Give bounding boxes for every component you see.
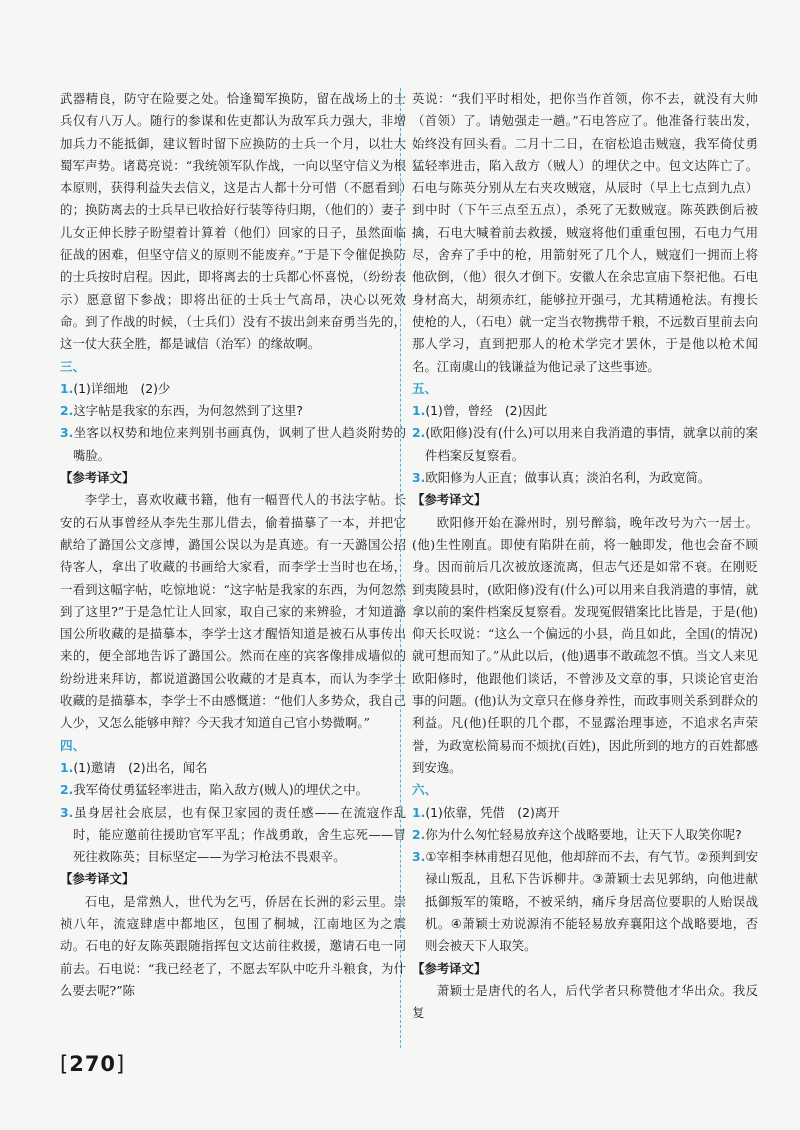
answer-number: 1.: [60, 759, 74, 775]
bracket-right: ]: [116, 1052, 126, 1076]
reference-translation-heading: 【参考译文】: [60, 871, 135, 887]
reference-translation-heading: 【参考译文】: [60, 470, 135, 486]
answer-3-2: [60, 400, 406, 422]
passage-continuation: 武器精良，防守在险要之处。恰逢蜀军换防，留在战场上的士兵仅有八万人。随行的参谋和佐吏都认为敌军兵力强大，非增加兵力不能抵御，建议暂时留下应换防的士兵一个月，以壮大蜀军声势。诸葛亮说：“我统领军队作战，一向以坚守信义为根本原则，获得利益失去信义，这是古人都十分可惜（不愿看到）的；换防离去的士兵早已收拾好行装等待归期，（他们的）妻子儿女正伸长脖子盼望着计算着（他们）回家的日子，虽然面临征战的困难，但坚守信义的原则不能废弃。”于是下令催促换防的士兵按时启程。因此，即将离去的士兵都心怀喜悦，（纷纷表示）愿意留下参战；即将出征的士兵士气高昂，决心以死效命。到了作战的时候，（士兵们）没有不拔出剑来奋勇当先的，这一仗大获全胜，都是诚信（治军）的缘故啊。: [60, 91, 406, 352]
section-4-heading: 四、: [60, 737, 86, 753]
answer-number: 2.: [412, 826, 426, 842]
section-5-heading: 五、: [412, 380, 438, 396]
answer-text: (欧阳修)没有(什么)可以用来自我消遣的事情，就拿以前的案件档案反复察看。: [425, 425, 758, 463]
translation-continuation: 英说：“我们平时相处，把你当作首领，你不去，就没有大帅（首领）了。请勉强走一趟。”石电答应了。他准备行装出发，始终没有回头看。二月十二日，在宿松追击贼寇，我军倚仗勇猛轻率进击，陷入敌方（贼人）的埋伏之中。包文达阵亡了。石电与陈英分别从左右夹攻贼寇，从辰时（早上七点到九点）到中时（下午三点至五点），杀死了无数贼寇。陈英跌倒后被擒，石电大喊着前去救援，贼寇将他们重重包围，石电力气用尽，舍弃了手中的枪，用箭射死了几个人，贼寇们一拥而上将他砍倒，（他）很久才倒下。安徽人在余忠宣庙下祭祀他。石电身材高大，胡须赤红，能够拉开强弓，尤其精通枪法。有搜长使枪的人，（石电）就一定当衣物携带千粮，不远数百里前去向那人学习，直到把那人的枪术学完才罢休，于是他以枪术闻名。江南虞山的钱谦益为他记录了这些事迹。: [412, 91, 758, 374]
answer-number: 2.: [60, 782, 74, 798]
section-6-heading: 六、: [412, 782, 438, 798]
right-column: [412, 88, 758, 1024]
answer-number: 3.: [60, 425, 74, 441]
answer-text: 这字帖是我家的东西，为何忽然到了这里?: [73, 403, 303, 419]
answer-number: 3.: [412, 849, 426, 865]
bracket-left: [: [60, 1052, 70, 1076]
answer-4-1: [60, 757, 406, 779]
column-divider: [400, 88, 401, 1048]
answer-6-2: [412, 824, 758, 846]
answer-text: (1)依靠，凭借 (2)离开: [425, 804, 560, 820]
page-number-value: 270: [69, 1052, 117, 1076]
answer-4-3: [60, 802, 406, 869]
answer-text: (1)曾，曾经 (2)因此: [425, 403, 548, 419]
answer-text: ①宰相李林甫想召见他，他却辞而不去，有气节。②预判到安禄山叛乱，且私下告诉柳井。③萧颖士去见郭纳，向他进献抵御叛军的策略，不被采纳，痛斥身居高位要职的人贻误战机。④萧颖士劝说源洧不能轻易放弃襄阳这个战略要地，否则会被天下人取笑。: [425, 849, 758, 954]
answer-number: 2.: [60, 403, 74, 419]
answer-5-3: [412, 467, 758, 489]
answer-5-1: [412, 400, 758, 422]
answer-number: 3.: [60, 804, 74, 820]
reference-translation-heading: 【参考译文】: [412, 960, 487, 976]
left-column: [60, 88, 406, 1002]
answer-text: (1)邀请 (2)出名，闻名: [73, 759, 208, 775]
answer-number: 1.: [412, 403, 426, 419]
answer-6-3: [412, 846, 758, 957]
answer-4-2: [60, 779, 406, 801]
answer-text: 你为什么匆忙轻易放弃这个战略要地，让天下人取笑你呢?: [425, 826, 742, 842]
translation-paragraph: 石电，是常熟人，世代为乞丐，侨居在长洲的彩云里。崇祯八年，流寇肆虐中都地区，包围了桐城，江南地区为之震动。石电的好友陈英跟随指挥包文达前往救援，邀请石电一同前去。石电说：“我已经老了，不愿去军队中吃升斗粮食，为什么要去呢?”陈: [60, 893, 406, 998]
answer-number: 2.: [412, 425, 426, 441]
answer-text: 虽身居社会底层，也有保卫家园的责任感——在流寇作乱时，能应邀前往援助官军平乱；作战勇敢，舍生忘死——冒死往救陈英；目标坚定——为学习枪法不畏艰辛。: [73, 804, 406, 865]
answer-number: 3.: [412, 470, 426, 486]
reference-translation-heading: 【参考译文】: [412, 492, 487, 508]
translation-paragraph: 萧颖士是唐代的名人，后代学者只称赞他才华出众。我反复: [412, 982, 758, 1021]
answer-3-1: [60, 378, 406, 400]
answer-6-1: [412, 802, 758, 824]
translation-paragraph: 李学士，喜欢收藏书籍，他有一幅晋代人的书法字帖。长安的石从事曾经从李先生那儿借去，偷着描摹了一本，并把它献给了潞国公文彦博，潞国公误以为是真迹。有一天潞国公招待客人，拿出了收藏的书画给大家看，而李学士当时也在场，一看到这幅字帖，吃惊地说：“这字帖是我家的东西，为何忽然到了这里?”于是急忙让人回家，取自己家的来辨验，才知道潞国公所收藏的是描摹本，李学士这才醒悟知道是被石从事传出来的，便全部地告诉了潞国公。然而在座的宾客像排成墙似的纷纷进来拜访，都说道潞国公收藏的才是真本，而认为李学士收藏的是描摹本，李学士不由感慨道：“他们人多势众，我自己人少，又怎么能够申辩？今天我才知道自己官小势微啊。”: [60, 492, 406, 731]
page-number: [60, 1052, 125, 1076]
answer-3-3: [60, 422, 406, 467]
answer-5-2: [412, 422, 758, 467]
answer-text: 欧阳修为人正直；做事认真；淡泊名利，为政宽简。: [425, 470, 711, 486]
translation-paragraph: 欧阳修开始在滁州时，别号醉翁，晚年改号为六一居士。(他)生性刚直。即使有陷阱在前，将一触即发，他也会奋不顾身。因而前后几次被放逐流离，但志气还是如常不衰。在刚贬到夷陵县时，(欧阳修)没有(什么)可以用来自我消遣的事情，就拿以前的案件档案反复察看。发现冤假错案比比皆是，于是(他)仰天长叹说：“这么一个偏远的小县，尚且如此，全国(的情况)就可想而知了。”从此以后，(他)遇事不敢疏忽不慎。当文人来见欧阳修时，他跟他们谈话，不曾涉及文章的事，只谈论官吏治事的问题。(他)认为文章只在修身养性，而政事则关系到群众的利益。凡(他)任职的几个郡，不显露治理事迹，不追求名声荣誉，为政宽松简易而不烦扰(百姓)，因此所到的地方的百姓都感到安逸。: [412, 514, 758, 775]
answer-text: (1)详细地 (2)少: [73, 380, 171, 396]
answer-number: 1.: [60, 380, 74, 396]
answer-text: 坐客以权势和地位来判别书画真伪，讽刺了世人趋炎附势的嘴脸。: [73, 425, 406, 463]
answer-text: 我军倚仗勇猛轻率进击，陷入敌方(贼人)的埋伏之中。: [73, 782, 368, 798]
section-3-heading: 三、: [60, 358, 86, 374]
answer-number: 1.: [412, 804, 426, 820]
